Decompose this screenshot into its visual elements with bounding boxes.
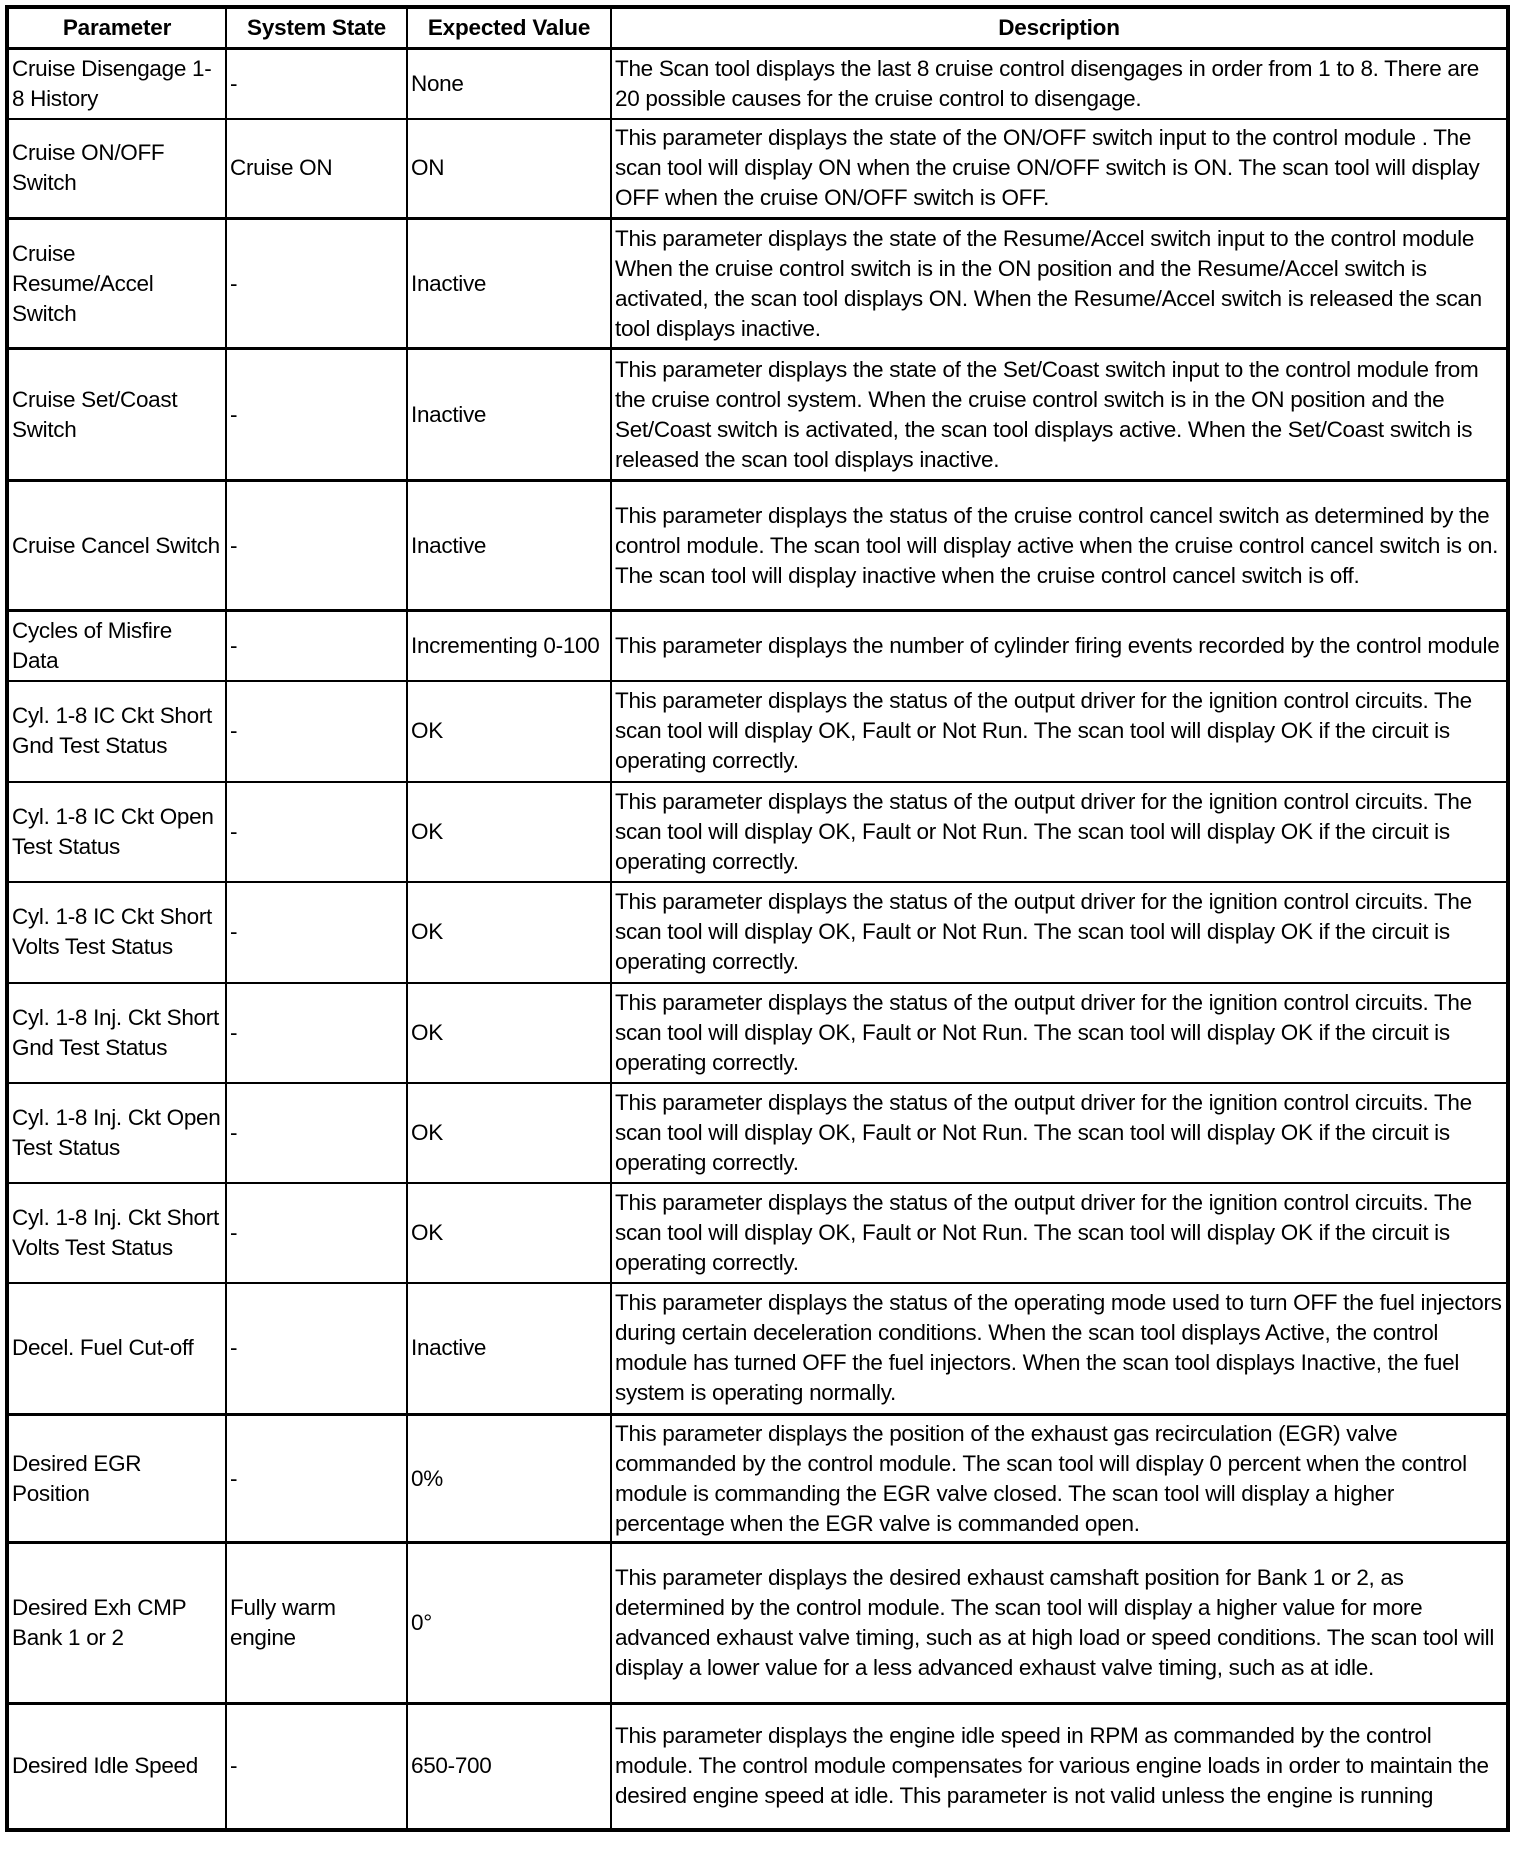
cell-description: This parameter displays the status of the output driver for the ignition control circuits. The scan tool will display OK, Fault or Not Run. The scan tool will display OK if the circuit is operating correctly.: [611, 983, 1508, 1083]
table-body: [7, 49, 1508, 1830]
table-row: [7, 481, 1508, 611]
cell-description: This parameter displays the status of the output driver for the ignition control circuits. The scan tool will display OK, Fault or Not Run. The scan tool will display OK if the circuit is operating correctly.: [611, 1183, 1508, 1283]
cell-description: This parameter displays the desired exhaust camshaft position for Bank 1 or 2, as determined by the control module. The scan tool will display a higher value for more advanced exhaust valve timing, such as at high load or speed conditions. The scan tool will display a lower value for a less advanced exhaust valve timing, such as at idle.: [611, 1543, 1508, 1704]
cell-description: This parameter displays the state of the Set/Coast switch input to the control module from the cruise control system. When the cruise control switch is in the ON position and the Set/Coast switch is activated, the scan tool displays active. When the Set/Coast switch is released the scan tool displays inactive.: [611, 349, 1508, 481]
cell-expected-value: Inactive: [407, 349, 611, 481]
cell-parameter: Cruise Disengage 1-8 History: [7, 49, 226, 119]
cell-description: This parameter displays the status of the operating mode used to turn OFF the fuel injectors during certain deceleration conditions. When the scan tool displays Active, the control module has turned OFF the fuel injectors. When the scan tool displays Inactive, the fuel system is operating normally.: [611, 1283, 1508, 1415]
table-row: [7, 611, 1508, 681]
cell-expected-value: OK: [407, 1183, 611, 1283]
cell-system-state: -: [226, 611, 407, 681]
table-row: [7, 1415, 1508, 1543]
cell-parameter: Cruise Resume/Accel Switch: [7, 219, 226, 349]
header-description: Description: [611, 7, 1508, 49]
cell-system-state: -: [226, 782, 407, 882]
cell-description: This parameter displays the status of the output driver for the ignition control circuits. The scan tool will display OK, Fault or Not Run. The scan tool will display OK if the circuit is operating correctly.: [611, 1083, 1508, 1183]
table-row: [7, 49, 1508, 119]
cell-system-state: -: [226, 481, 407, 611]
cell-system-state: -: [226, 681, 407, 782]
table-row: [7, 782, 1508, 882]
cell-system-state: Cruise ON: [226, 119, 407, 219]
cell-parameter: Cyl. 1-8 IC Ckt Open Test Status: [7, 782, 226, 882]
table-row: [7, 1704, 1508, 1830]
cell-expected-value: 0%: [407, 1415, 611, 1543]
cell-expected-value: 0°: [407, 1543, 611, 1704]
cell-description: The Scan tool displays the last 8 cruise control disengages in order from 1 to 8. There are 20 possible causes for the cruise control to disengage.: [611, 49, 1508, 119]
cell-description: This parameter displays the status of the output driver for the ignition control circuits. The scan tool will display OK, Fault or Not Run. The scan tool will display OK if the circuit is operating correctly.: [611, 782, 1508, 882]
cell-description: This parameter displays the status of the cruise control cancel switch as determined by the control module. The scan tool will display active when the cruise control cancel switch is on. The scan tool will display inactive when the cruise control cancel switch is off.: [611, 481, 1508, 611]
cell-parameter: Cyl. 1-8 IC Ckt Short Gnd Test Status: [7, 681, 226, 782]
cell-system-state: -: [226, 983, 407, 1083]
cell-system-state: -: [226, 882, 407, 983]
cell-expected-value: Incrementing 0-100: [407, 611, 611, 681]
cell-system-state: -: [226, 349, 407, 481]
cell-expected-value: OK: [407, 782, 611, 882]
cell-expected-value: ON: [407, 119, 611, 219]
cell-expected-value: OK: [407, 681, 611, 782]
cell-description: This parameter displays the state of the Resume/Accel switch input to the control module When the cruise control switch is in the ON position and the Resume/Accel switch is activated, the scan tool displays ON. When the Resume/Accel switch is released the scan tool displays inactive.: [611, 219, 1508, 349]
cell-system-state: -: [226, 1415, 407, 1543]
cell-system-state: Fully warm engine: [226, 1543, 407, 1704]
cell-system-state: -: [226, 219, 407, 349]
header-expected-value: Expected Value: [407, 7, 611, 49]
cell-parameter: Decel. Fuel Cut-off: [7, 1283, 226, 1415]
cell-system-state: -: [226, 1283, 407, 1415]
table-row: [7, 681, 1508, 782]
cell-parameter: Desired EGR Position: [7, 1415, 226, 1543]
cell-expected-value: OK: [407, 882, 611, 983]
cell-parameter: Cyl. 1-8 IC Ckt Short Volts Test Status: [7, 882, 226, 983]
cell-system-state: -: [226, 1704, 407, 1830]
cell-parameter: Desired Idle Speed: [7, 1704, 226, 1830]
cell-parameter: Cycles of Misfire Data: [7, 611, 226, 681]
cell-parameter: Cruise Set/Coast Switch: [7, 349, 226, 481]
cell-expected-value: OK: [407, 1083, 611, 1183]
cell-system-state: -: [226, 49, 407, 119]
cell-description: This parameter displays the position of the exhaust gas recirculation (EGR) valve commanded by the control module. The scan tool will display 0 percent when the control module is commanding the EGR valve closed. The scan tool will display a higher percentage when the EGR valve is commanded open.: [611, 1415, 1508, 1543]
table-row: [7, 1543, 1508, 1704]
cell-system-state: -: [226, 1083, 407, 1183]
table-row: [7, 882, 1508, 983]
cell-description: This parameter displays the engine idle speed in RPM as commanded by the control module. The control module compensates for various engine loads in order to maintain the desired engine speed at idle. This parameter is not valid unless the engine is running: [611, 1704, 1508, 1830]
parameter-table: [5, 5, 1510, 1832]
cell-expected-value: None: [407, 49, 611, 119]
cell-parameter: Cruise ON/OFF Switch: [7, 119, 226, 219]
cell-description: This parameter displays the state of the ON/OFF switch input to the control module . The scan tool will display ON when the cruise ON/OFF switch is ON. The scan tool will display OFF when the cruise ON/OFF switch is OFF.: [611, 119, 1508, 219]
header-row: [7, 7, 1508, 49]
table-row: [7, 119, 1508, 219]
cell-description: This parameter displays the number of cylinder firing events recorded by the control module: [611, 611, 1508, 681]
table-row: [7, 1083, 1508, 1183]
cell-parameter: Cyl. 1-8 Inj. Ckt Short Volts Test Status: [7, 1183, 226, 1283]
cell-parameter: Cruise Cancel Switch: [7, 481, 226, 611]
cell-expected-value: 650-700: [407, 1704, 611, 1830]
cell-expected-value: Inactive: [407, 1283, 611, 1415]
cell-expected-value: Inactive: [407, 481, 611, 611]
table-row: [7, 1283, 1508, 1415]
table-row: [7, 349, 1508, 481]
table-row: [7, 983, 1508, 1083]
cell-expected-value: OK: [407, 983, 611, 1083]
cell-description: This parameter displays the status of the output driver for the ignition control circuits. The scan tool will display OK, Fault or Not Run. The scan tool will display OK if the circuit is operating correctly.: [611, 882, 1508, 983]
header-parameter: Parameter: [7, 7, 226, 49]
table-row: [7, 1183, 1508, 1283]
header-system-state: System State: [226, 7, 407, 49]
cell-system-state: -: [226, 1183, 407, 1283]
cell-parameter: Cyl. 1-8 Inj. Ckt Open Test Status: [7, 1083, 226, 1183]
cell-description: This parameter displays the status of the output driver for the ignition control circuits. The scan tool will display OK, Fault or Not Run. The scan tool will display OK if the circuit is operating correctly.: [611, 681, 1508, 782]
table-row: [7, 219, 1508, 349]
cell-parameter: Desired Exh CMP Bank 1 or 2: [7, 1543, 226, 1704]
cell-parameter: Cyl. 1-8 Inj. Ckt Short Gnd Test Status: [7, 983, 226, 1083]
cell-expected-value: Inactive: [407, 219, 611, 349]
